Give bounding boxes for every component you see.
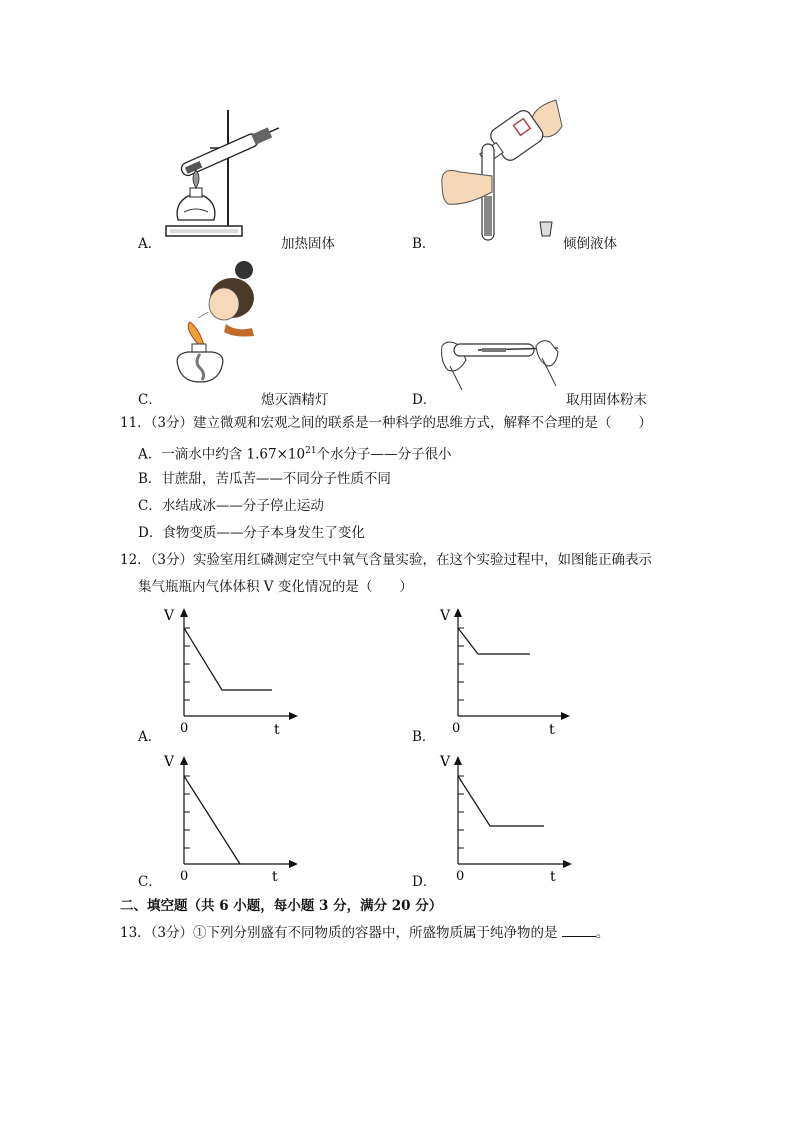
- q12-graph-d-y-label: V: [440, 754, 451, 770]
- q13-answer-blank[interactable]: [562, 924, 596, 937]
- q12-graph-d-x-label: t: [550, 869, 556, 882]
- q12-stem-line2: 集气瓶瓶内气体体积 V 变化情况的是（ ）: [138, 579, 413, 595]
- q12-graph-b-origin: 0: [452, 721, 461, 734]
- q12-graph-c: [160, 750, 305, 882]
- q12-option-d-letter: D．: [412, 874, 437, 890]
- q12-graph-d-origin: 0: [456, 869, 465, 882]
- q12-graph-a-origin: 0: [180, 721, 189, 734]
- q10-option-d-caption: 取用固体粉末: [566, 392, 647, 408]
- q11-stem: 11．（3分）建立微观和宏观之间的联系是一种科学的思维方式，解释不合理的是（ ）: [120, 415, 653, 431]
- q10-option-b-letter: B．: [412, 236, 436, 252]
- q12-option-b-letter: B．: [412, 729, 436, 745]
- q12-graph-c-x-label: t: [272, 869, 278, 882]
- q12-stem-line1: 12．（3分）实验室用红磷测定空气中氧气含量实验，在这个实验过程中，如图能正确表示: [120, 552, 653, 568]
- q12-graph-b-y-label: V: [440, 608, 451, 624]
- q12-graph-c-origin: 0: [180, 869, 189, 882]
- q11-option-a-pre: A．一滴水中约含 1.67×10: [138, 446, 306, 463]
- q12-graph-c-y-label: V: [164, 754, 175, 770]
- heating-solid-illustration: [160, 108, 285, 243]
- q11-option-d: D．食物变质——分子本身发生了变化: [138, 525, 365, 541]
- q12-graph-b: [434, 604, 579, 734]
- q12-graph-a-x-label: t: [274, 722, 280, 734]
- q10-option-c-caption: 熄灭酒精灯: [261, 392, 329, 408]
- q10-option-c-letter: C．: [138, 392, 162, 408]
- section-2-title: 二、填空题（共 6 小题，每小题 3 分，满分 20 分）: [120, 898, 443, 914]
- q13-stem-post: 。: [595, 925, 610, 941]
- q11-option-b: B．甘蔗甜，苦瓜苦——不同分子性质不同: [138, 471, 391, 487]
- taking-solid-powder-illustration: [438, 326, 568, 398]
- q10-option-d-letter: D．: [412, 392, 437, 408]
- q11-option-c: C．水结成冰——分子停止运动: [138, 498, 324, 514]
- q12-graph-a: [160, 604, 305, 734]
- q12-graph-d: [434, 750, 579, 882]
- blowing-out-lamp-illustration: [164, 258, 264, 398]
- q12-graph-a-y-label: V: [164, 608, 175, 624]
- q12-option-c-letter: C．: [138, 874, 162, 890]
- q10-option-b-caption: 倾倒液体: [563, 236, 617, 252]
- q10-option-a-letter: A．: [138, 236, 162, 252]
- q11-option-a-post: 个水分子——分子很小: [316, 446, 452, 463]
- q13-stem: [120, 924, 609, 942]
- q11-option-a-exponent: 21: [305, 446, 317, 456]
- pouring-liquid-illustration: [436, 96, 586, 246]
- q12-graph-b-x-label: t: [549, 722, 555, 734]
- q12-option-a-letter: A．: [138, 729, 162, 745]
- q11-option-a: [138, 442, 452, 464]
- q13-stem-pre: 13．（3分）①下列分别盛有不同物质的容器中，所盛物质属于纯净物的是: [120, 925, 558, 941]
- q10-option-a-caption: 加热固体: [281, 236, 335, 252]
